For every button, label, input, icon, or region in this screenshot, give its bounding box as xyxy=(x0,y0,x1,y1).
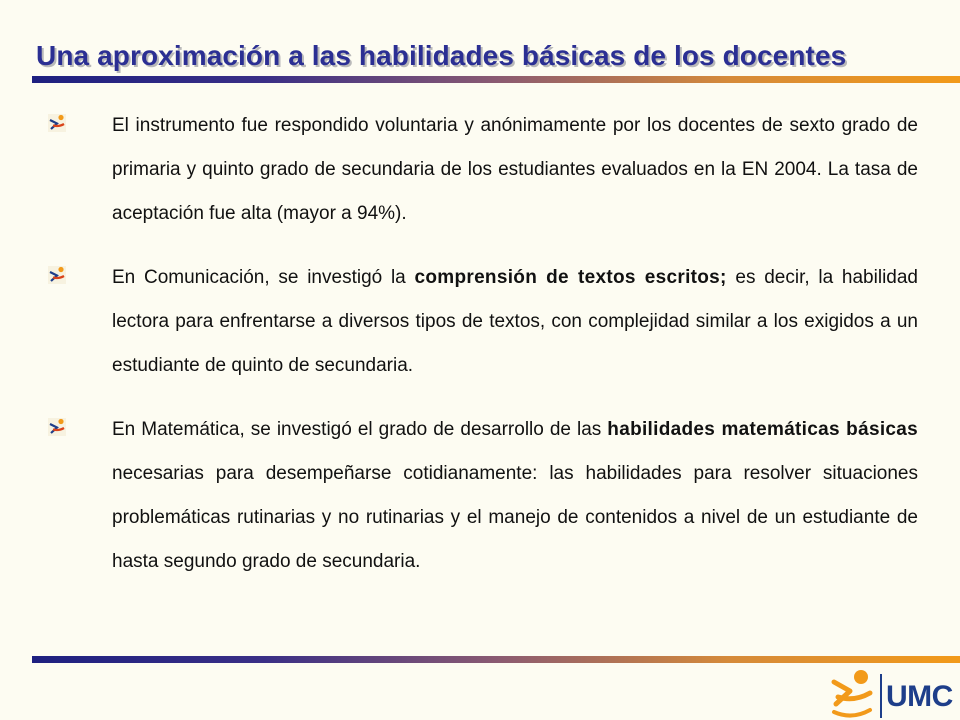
umc-logo-icon xyxy=(828,666,874,720)
bullet-item-comunicacion xyxy=(48,256,918,388)
logo-text: UMC xyxy=(886,680,953,713)
person-bullet-icon xyxy=(48,266,66,284)
footer-divider xyxy=(32,656,960,663)
bullet-text xyxy=(112,104,918,236)
bullet-list xyxy=(48,104,918,604)
bullet-text-post: necesarias para desempeñarse cotidianamente: las habilidades para resolver situaciones problemáticas rutinarias y no rutinarias y el manejo de contenidos a nivel de un estudiante de hasta segundo grado de secundaria. xyxy=(112,463,918,572)
person-bullet-icon xyxy=(48,114,66,132)
bullet-text-bold: comprensión de textos escritos; xyxy=(414,267,727,288)
bullet-text-bold: habilidades matemáticas básicas xyxy=(607,419,918,440)
bullet-item-instrument xyxy=(48,104,918,236)
logo-divider xyxy=(880,674,882,718)
bullet-text-pre: En Comunicación, se investigó la xyxy=(112,267,415,288)
page-title: Una aproximación a las habilidades básicas de los docentes xyxy=(36,40,847,71)
person-bullet-icon xyxy=(48,418,66,436)
bullet-text xyxy=(112,408,918,584)
bullet-text xyxy=(112,256,918,388)
bullet-text-pre: En Matemática, se investigó el grado de desarrollo de las xyxy=(112,419,608,440)
title-divider xyxy=(32,76,960,83)
bullet-item-matematica xyxy=(48,408,918,584)
bullet-text-post: es decir, la habilidad lectora para enfrentarse a diversos tipos de textos, con complejidad similar a los exigidos a un estudiante de quinto de secundaria. xyxy=(112,267,918,376)
bullet-text-pre: El instrumento fue respondido voluntaria y anónimamente por los docentes de sexto grado de primaria y quinto grado de secundaria de los estudiantes evaluados en la EN 2004. La tasa de aceptación fue alta (mayor a 94%). xyxy=(112,115,918,224)
umc-logo xyxy=(828,666,958,720)
